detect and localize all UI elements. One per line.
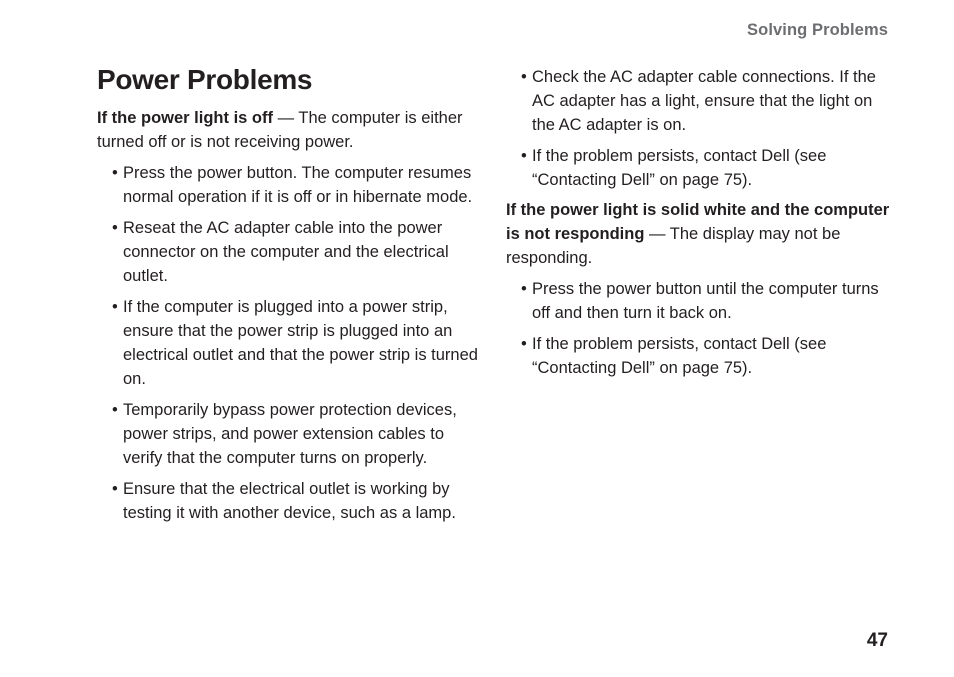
list-item-text: If the problem persists, contact Dell (see “Contacting Dell” on page 75). bbox=[532, 147, 827, 189]
bullet-glyph: • bbox=[112, 164, 118, 182]
power-light-off-lead: If the power light is off bbox=[97, 109, 273, 127]
list-item-text: Ensure that the electrical outlet is working by testing it with another device, such as a lamp. bbox=[123, 480, 456, 522]
list-item bbox=[97, 398, 482, 470]
list-item bbox=[97, 161, 482, 209]
power-light-off-steps bbox=[97, 161, 482, 525]
right-block bbox=[506, 58, 891, 380]
list-item bbox=[97, 295, 482, 391]
list-item bbox=[97, 477, 482, 525]
list-item bbox=[506, 144, 891, 192]
list-item-text: If the computer is plugged into a power strip, ensure that the power strip is plugged into an electrical outlet and that the power strip is turned on. bbox=[123, 298, 478, 388]
power-light-off-section bbox=[97, 106, 482, 525]
page-title: Power Problems bbox=[97, 64, 313, 95]
bullet-glyph: • bbox=[521, 147, 527, 165]
page-number: 47 bbox=[866, 630, 888, 651]
list-item bbox=[97, 216, 482, 288]
bullet-glyph: • bbox=[521, 335, 527, 353]
list-item-text: Reseat the AC adapter cable into the power connector on the computer and the electrical outlet. bbox=[123, 219, 449, 285]
list-item bbox=[506, 65, 891, 137]
list-item bbox=[506, 332, 891, 380]
bullet-glyph: • bbox=[521, 68, 527, 86]
bullet-glyph: • bbox=[521, 280, 527, 298]
power-light-solid-white-intro bbox=[506, 198, 891, 270]
bullet-glyph: • bbox=[112, 480, 118, 498]
list-item-text: Temporarily bypass power protection devices, power strips, and power extension cables to verify that the computer turns on properly. bbox=[123, 401, 457, 467]
power-light-solid-white-lead: If the power light is solid white and the computer is not responding bbox=[506, 201, 890, 243]
bullet-glyph: • bbox=[112, 401, 118, 419]
list-item-text: If the problem persists, contact Dell (see “Contacting Dell” on page 75). bbox=[532, 335, 827, 377]
power-light-off-intro bbox=[97, 106, 482, 154]
bullet-glyph: • bbox=[112, 219, 118, 237]
power-light-off-steps-continued bbox=[506, 65, 891, 192]
power-light-off-description: — The computer is either turned off or is not receiving power. bbox=[97, 109, 463, 151]
power-light-solid-white-steps bbox=[506, 277, 891, 380]
power-light-solid-white-description: — The display may not be responding. bbox=[506, 225, 841, 267]
list-item-text: Press the power button until the computer turns off and then turn it back on. bbox=[532, 280, 879, 322]
list-item-text: Press the power button. The computer resumes normal operation if it is off or in hibernate mode. bbox=[123, 164, 473, 206]
bullet-glyph: • bbox=[112, 298, 118, 316]
list-item-text: Check the AC adapter cable connections. If the AC adapter has a light, ensure that the light on the AC adapter is on. bbox=[532, 68, 876, 134]
list-item bbox=[506, 277, 891, 325]
running-header: Solving Problems bbox=[747, 21, 888, 39]
